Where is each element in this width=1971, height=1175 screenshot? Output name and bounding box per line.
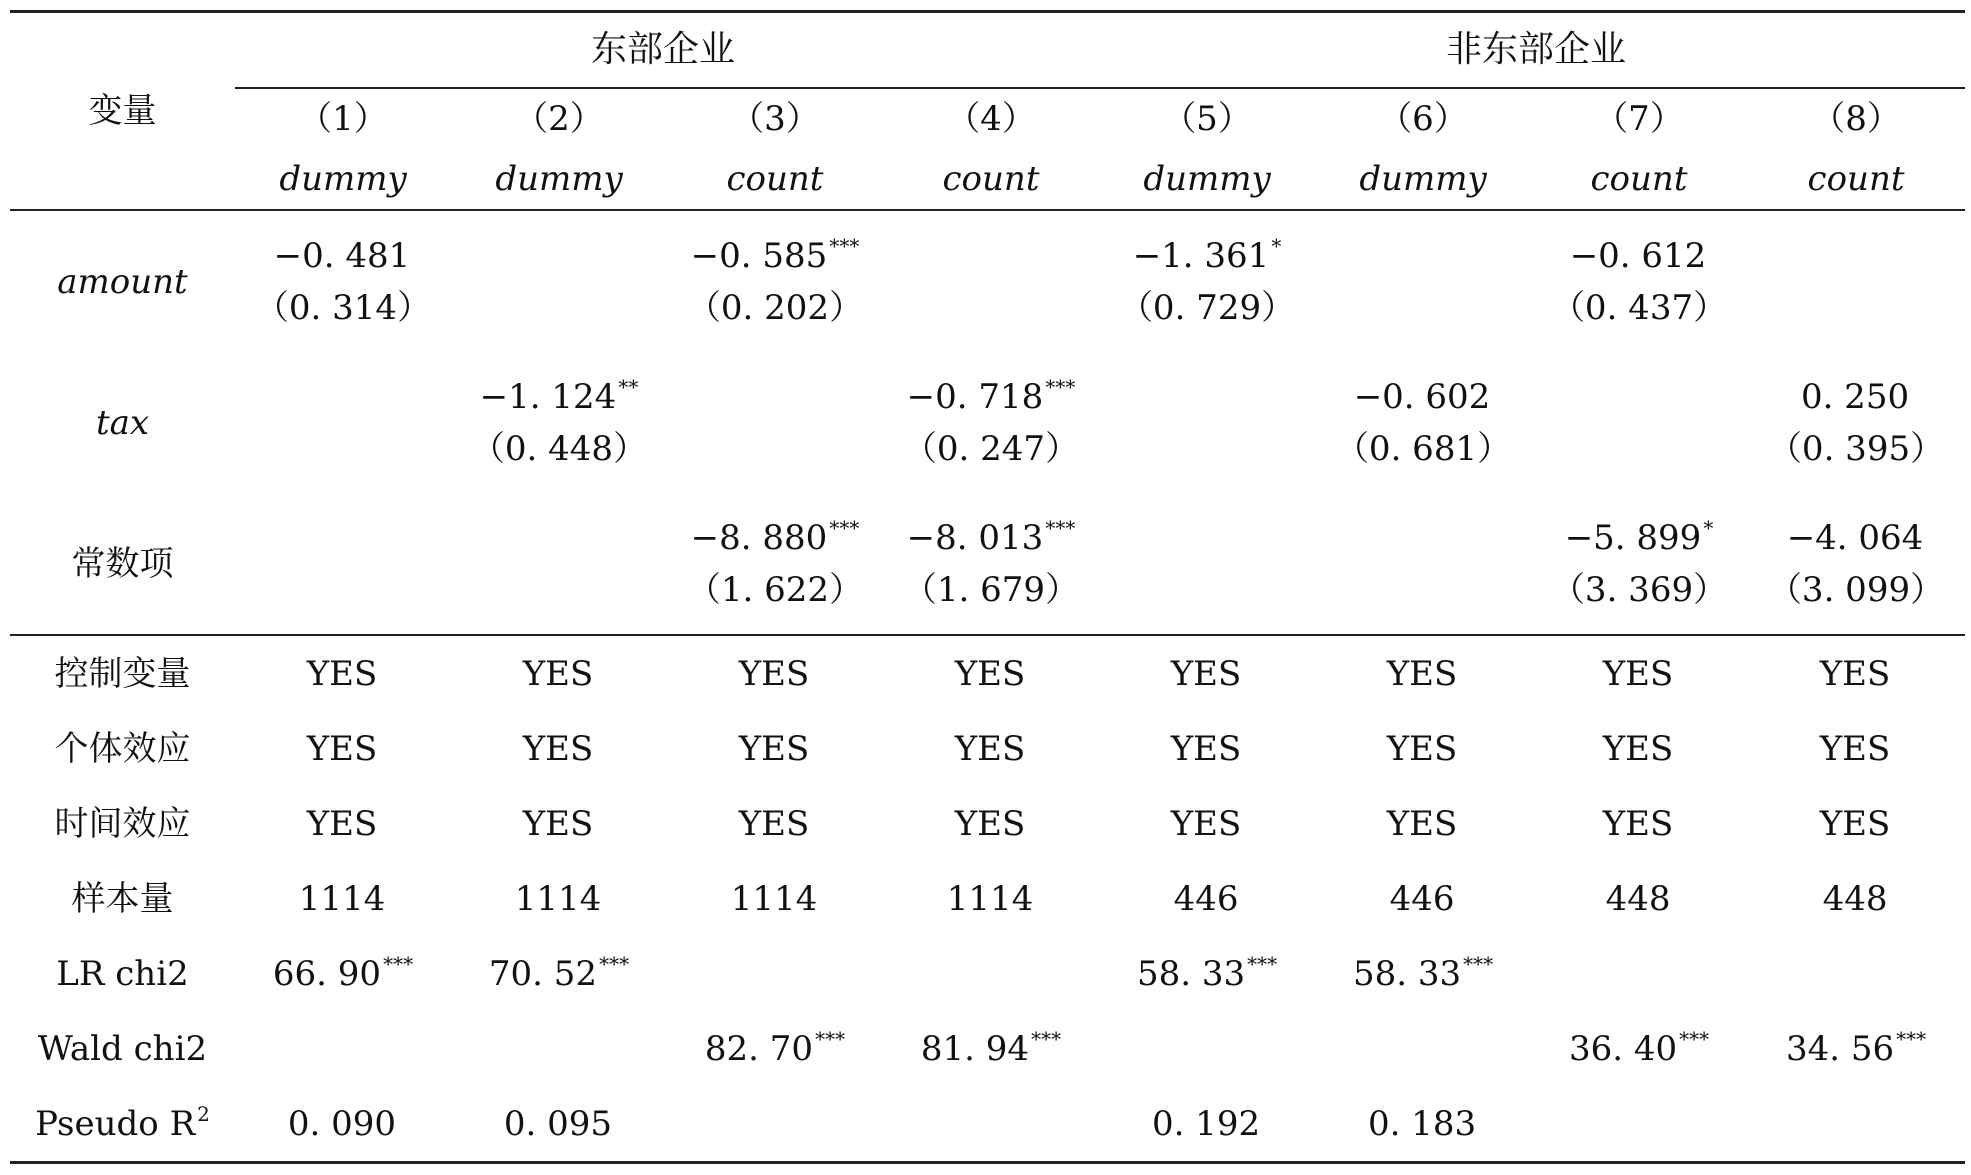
dependent-variable: count (1747, 149, 1965, 210)
coefficient-line (687, 512, 863, 564)
group-label-east: 东部企业 (591, 29, 736, 70)
statistic-value: YES (1386, 803, 1458, 844)
statistic-value: 448 (1822, 878, 1888, 919)
label-superscript: 2 (197, 1101, 210, 1126)
standard-error: （0. 448） (470, 428, 648, 469)
coefficient-line (1206, 538, 1208, 590)
coefficient-line (1768, 512, 1944, 564)
coefficient-line (1206, 397, 1208, 449)
statistic-cell (667, 1086, 883, 1163)
coefficient-stack (990, 256, 992, 308)
statistic-cell (235, 936, 451, 1011)
statistic-cell (667, 635, 883, 711)
statistic-cell (1747, 635, 1965, 711)
variable-label: amount (57, 261, 188, 302)
coefficient-line (990, 256, 992, 308)
significance-stars: *** (815, 1026, 846, 1051)
significance-stars: * (1271, 233, 1282, 258)
statistic-value: YES (954, 728, 1026, 769)
statistic-cell (235, 786, 451, 861)
statistic-cell (1315, 861, 1531, 936)
coefficient-line (1335, 371, 1511, 423)
significance-stars: *** (1679, 1026, 1710, 1051)
standard-error: （1. 622） (686, 569, 864, 610)
coefficient-cell (883, 352, 1099, 493)
statistic-cell (1099, 635, 1315, 711)
coefficient-line (774, 397, 776, 449)
coefficient-line (255, 230, 431, 282)
statistic-label-text: 控制变量 (54, 653, 191, 694)
significance-stars: *** (829, 515, 860, 540)
column-number: （1） (298, 99, 388, 139)
coefficient-stack (1206, 397, 1208, 449)
statistic-cell (1315, 711, 1531, 786)
statistic-cell (1747, 1086, 1965, 1163)
significance-stars: *** (1247, 951, 1278, 976)
coefficient-cell (235, 493, 451, 635)
statistic-value: 70. 52 (488, 953, 598, 994)
coefficient-stack (558, 538, 560, 590)
significance-stars: *** (1031, 1026, 1062, 1051)
statistic-cell (235, 711, 451, 786)
coefficient-stack (342, 397, 344, 449)
statistic-cell (1315, 936, 1531, 1011)
statistic-label (10, 786, 235, 861)
statistic-cell (1315, 1086, 1531, 1163)
statistic-value: 36. 40 (1568, 1028, 1678, 1069)
statistic-cell (1531, 936, 1747, 1011)
significance-stars: *** (599, 951, 630, 976)
statistic-cell (1099, 711, 1315, 786)
stub-header: 变量 (10, 12, 235, 211)
standard-error: （0. 437） (1550, 287, 1728, 328)
statistic-value: 0. 183 (1367, 1103, 1477, 1144)
coefficient-cell (883, 210, 1099, 352)
column-number: （3） (730, 99, 820, 139)
coefficient-line (1768, 371, 1944, 423)
statistic-value: YES (1386, 653, 1458, 694)
statistic-cell (883, 1011, 1099, 1086)
coefficient-value: −8. 013 (906, 517, 1044, 558)
coefficient-cell (1315, 352, 1531, 493)
statistic-cell (883, 786, 1099, 861)
coefficient-line (1551, 512, 1727, 564)
statistic-cell (1531, 861, 1747, 936)
statistic-value: YES (1819, 653, 1891, 694)
coefficient-stack (1335, 371, 1511, 475)
coefficient-cell (667, 352, 883, 493)
statistic-cell (1315, 1011, 1531, 1086)
coefficient-stack (1551, 512, 1727, 616)
statistic-value: YES (522, 803, 594, 844)
dependent-variable: dummy (451, 149, 667, 210)
statistic-cell (1531, 786, 1747, 861)
statistic-value: YES (954, 653, 1026, 694)
statistic-row (10, 635, 1965, 711)
statistic-cell (451, 1011, 667, 1086)
coefficient-cell (235, 210, 451, 352)
coefficient-stack (1422, 538, 1424, 590)
statistic-cell (235, 1011, 451, 1086)
coefficient-value: −0. 612 (1569, 235, 1707, 276)
coefficient-value: −1. 124 (479, 376, 617, 417)
column-number: （6） (1378, 99, 1468, 139)
coefficient-stack (774, 397, 776, 449)
statistic-cell (667, 861, 883, 936)
dependent-variable: dummy (1099, 149, 1315, 210)
statistic-cell (1531, 1011, 1747, 1086)
coefficient-line (1551, 230, 1727, 282)
coefficient-stack (903, 371, 1079, 475)
coefficient-value: −0. 718 (906, 376, 1044, 417)
significance-stars: *** (1045, 515, 1076, 540)
coefficient-value: −5. 899 (1564, 517, 1702, 558)
statistic-cell (883, 635, 1099, 711)
standard-error: （0. 729） (1118, 287, 1296, 328)
coefficient-value: −1. 361 (1132, 235, 1270, 276)
statistic-cell (1315, 635, 1531, 711)
statistic-row (10, 711, 1965, 786)
statistic-cell (1099, 1011, 1315, 1086)
statistic-value: 1114 (514, 878, 602, 919)
column-number: （5） (1162, 99, 1252, 139)
statistic-value: YES (306, 653, 378, 694)
coefficient-cell (667, 493, 883, 635)
statistic-cell (235, 635, 451, 711)
coefficient-stack (1119, 230, 1295, 334)
standard-error: （0. 314） (254, 287, 432, 328)
coefficient-line (342, 538, 344, 590)
statistic-value: 66. 90 (272, 953, 382, 994)
coefficient-line (903, 371, 1079, 423)
statistic-value: 81. 94 (920, 1028, 1030, 1069)
dependent-variable: count (667, 149, 883, 210)
statistic-value: YES (1170, 728, 1242, 769)
coefficient-line (471, 371, 647, 423)
coefficient-stack (1638, 397, 1640, 449)
coefficient-stack (1855, 256, 1857, 308)
statistic-label (10, 861, 235, 936)
statistic-cell (1315, 786, 1531, 861)
statistic-cell (1747, 936, 1965, 1011)
coefficient-stack (1768, 512, 1944, 616)
coefficient-row (10, 352, 1965, 493)
statistic-cell (451, 861, 667, 936)
statistic-label (10, 1086, 235, 1163)
coefficient-stack (1422, 256, 1424, 308)
statistic-cell (667, 936, 883, 1011)
coefficient-line (1855, 256, 1857, 308)
statistic-value: 1114 (298, 878, 386, 919)
standard-error: （1. 679） (902, 569, 1080, 610)
coefficient-cell (1531, 352, 1747, 493)
coefficient-cell (1315, 493, 1531, 635)
coefficient-value: −0. 481 (273, 235, 411, 276)
statistic-row (10, 786, 1965, 861)
coefficient-cell (1099, 493, 1315, 635)
statistic-cell (667, 1011, 883, 1086)
statistic-value: 1114 (946, 878, 1034, 919)
statistic-cell (451, 786, 667, 861)
statistic-value: 446 (1173, 878, 1239, 919)
statistic-value: 446 (1389, 878, 1455, 919)
dependent-variable: count (883, 149, 1099, 210)
coefficient-cell (667, 210, 883, 352)
statistic-value: YES (1602, 803, 1674, 844)
statistic-cell (235, 1086, 451, 1163)
statistic-cell (451, 635, 667, 711)
group-header-row (10, 12, 1965, 89)
statistic-value: YES (954, 803, 1026, 844)
column-number: （7） (1594, 99, 1684, 139)
statistic-value: YES (306, 728, 378, 769)
statistic-value: YES (738, 728, 810, 769)
coefficient-stack (1551, 230, 1727, 334)
column-number: （2） (514, 99, 604, 139)
statistic-value: 58. 33 (1352, 953, 1462, 994)
statistic-cell (235, 861, 451, 936)
statistic-label (10, 711, 235, 786)
coefficient-line (1422, 256, 1424, 308)
statistic-value: 448 (1605, 878, 1671, 919)
coefficient-line (1119, 230, 1295, 282)
statistic-cell (1099, 861, 1315, 936)
group-header-east (235, 12, 1099, 89)
coefficient-stack (558, 256, 560, 308)
statistic-cell (883, 861, 1099, 936)
coefficient-stack (471, 371, 647, 475)
column-number: （8） (1811, 99, 1901, 139)
statistic-label-text: Wald chi2 (37, 1028, 208, 1069)
significance-stars: * (1703, 515, 1714, 540)
statistic-label-text: Pseudo R (35, 1103, 196, 1144)
statistic-value: YES (1819, 803, 1891, 844)
statistic-value: YES (1386, 728, 1458, 769)
statistic-cell (1531, 711, 1747, 786)
coefficient-line (1638, 397, 1640, 449)
statistic-value: YES (1170, 803, 1242, 844)
dependent-variable: dummy (1315, 149, 1531, 210)
statistic-cell (667, 786, 883, 861)
dependent-variable: count (1531, 149, 1747, 210)
statistic-label (10, 936, 235, 1011)
coefficient-cell (1099, 352, 1315, 493)
statistic-cell (1747, 861, 1965, 936)
group-header-non-east (1099, 12, 1965, 89)
statistic-value: 58. 33 (1136, 953, 1246, 994)
statistic-value: 82. 70 (704, 1028, 814, 1069)
coefficient-stack (1768, 371, 1944, 475)
statistic-label-text: 个体效应 (54, 728, 191, 769)
statistic-cell (883, 711, 1099, 786)
coefficient-cell (451, 352, 667, 493)
statistic-cell (1747, 711, 1965, 786)
statistic-cell (451, 711, 667, 786)
statistic-cell (667, 711, 883, 786)
statistic-label (10, 635, 235, 711)
statistics-section (10, 635, 1965, 1163)
coefficient-line (903, 512, 1079, 564)
coefficient-stack (687, 512, 863, 616)
standard-error: （0. 681） (1334, 428, 1512, 469)
statistic-cell (451, 1086, 667, 1163)
coefficient-stack (255, 230, 431, 334)
standard-error: （0. 247） (902, 428, 1080, 469)
statistic-label-text: 样本量 (71, 878, 174, 919)
statistic-value: YES (738, 803, 810, 844)
statistic-cell (451, 936, 667, 1011)
significance-stars: ** (618, 374, 639, 399)
significance-stars: *** (383, 951, 414, 976)
coefficient-cell (883, 493, 1099, 635)
statistic-value: 34. 56 (1785, 1028, 1895, 1069)
coefficient-line (558, 538, 560, 590)
coefficient-cell (235, 352, 451, 493)
statistic-cell (1099, 786, 1315, 861)
dependent-variable: dummy (235, 149, 451, 210)
statistic-row (10, 936, 1965, 1011)
coefficient-cell (1099, 210, 1315, 352)
statistic-value: YES (1602, 728, 1674, 769)
coefficient-cell (1531, 210, 1747, 352)
coefficient-line (558, 256, 560, 308)
statistic-value: YES (738, 653, 810, 694)
coefficient-value: −8. 880 (690, 517, 828, 558)
column-number: （4） (946, 99, 1036, 139)
coefficient-stack (687, 230, 863, 334)
statistic-value: 0. 192 (1151, 1103, 1261, 1144)
coefficient-value: 0. 250 (1800, 376, 1910, 417)
coefficient-line (687, 230, 863, 282)
coefficient-value: −4. 064 (1786, 517, 1924, 558)
statistic-label-text: 时间效应 (54, 803, 191, 844)
coefficient-value: −0. 602 (1353, 376, 1491, 417)
statistic-value: YES (522, 728, 594, 769)
statistic-row (10, 861, 1965, 936)
significance-stars: *** (1463, 951, 1494, 976)
standard-error: （3. 369） (1550, 569, 1728, 610)
coefficient-stack (342, 538, 344, 590)
coefficient-cell (451, 210, 667, 352)
statistic-cell (1099, 1086, 1315, 1163)
coefficient-cell (451, 493, 667, 635)
variable-label: 常数项 (71, 543, 174, 584)
statistic-value: YES (1170, 653, 1242, 694)
coefficient-cell (1747, 352, 1965, 493)
coefficient-stack (903, 512, 1079, 616)
statistic-value: 1114 (730, 878, 818, 919)
coefficient-cell (1315, 210, 1531, 352)
coefficient-section (10, 210, 1965, 635)
dependent-variable-row (10, 149, 1965, 210)
statistic-value: YES (1602, 653, 1674, 694)
significance-stars: *** (1896, 1026, 1927, 1051)
standard-error: （0. 395） (1767, 428, 1945, 469)
statistic-value: 0. 090 (287, 1103, 397, 1144)
statistic-label (10, 1011, 235, 1086)
regression-table (10, 10, 1965, 1164)
variable-label: tax (95, 402, 150, 443)
significance-stars: *** (829, 233, 860, 258)
statistic-row (10, 1086, 1965, 1163)
coefficient-cell (1531, 493, 1747, 635)
group-label-non-east: 非东部企业 (1446, 29, 1627, 70)
coefficient-line (1422, 538, 1424, 590)
statistic-cell (1099, 936, 1315, 1011)
statistic-cell (883, 936, 1099, 1011)
standard-error: （3. 099） (1767, 569, 1945, 610)
standard-error: （0. 202） (686, 287, 864, 328)
statistic-value: YES (1819, 728, 1891, 769)
statistic-value: YES (306, 803, 378, 844)
statistic-row (10, 1011, 1965, 1086)
statistic-value: YES (522, 653, 594, 694)
statistic-value: 0. 095 (503, 1103, 613, 1144)
coefficient-value: −0. 585 (690, 235, 828, 276)
coefficient-row (10, 210, 1965, 352)
statistic-label-text: LR chi2 (56, 953, 189, 994)
coefficient-cell (1747, 493, 1965, 635)
statistic-cell (1531, 635, 1747, 711)
statistic-cell (1531, 1086, 1747, 1163)
statistic-cell (1747, 1011, 1965, 1086)
column-number-row (10, 88, 1965, 149)
coefficient-line (342, 397, 344, 449)
coefficient-row (10, 493, 1965, 635)
significance-stars: *** (1045, 374, 1076, 399)
statistic-cell (1747, 786, 1965, 861)
statistic-cell (883, 1086, 1099, 1163)
coefficient-cell (1747, 210, 1965, 352)
coefficient-stack (1206, 538, 1208, 590)
